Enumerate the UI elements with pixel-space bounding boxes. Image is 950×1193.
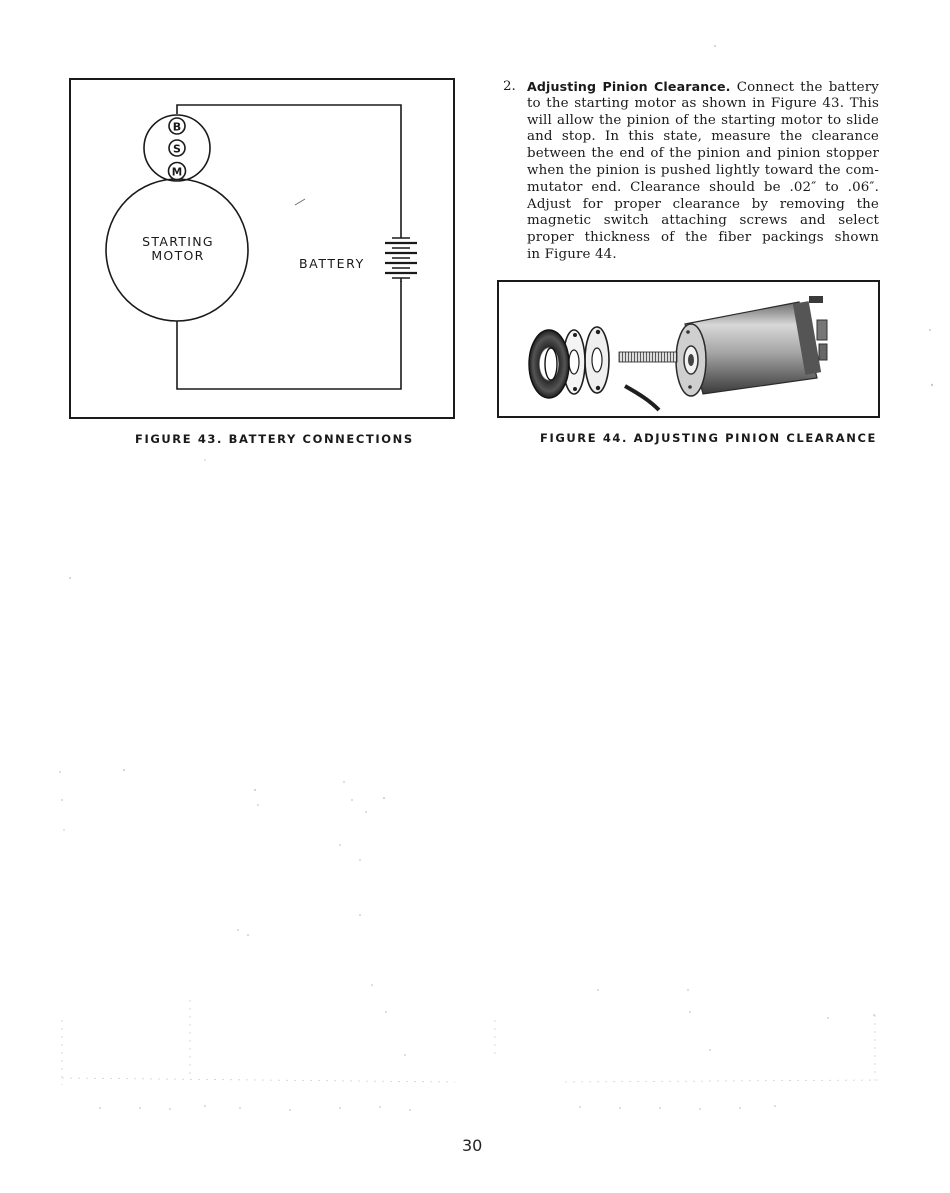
plunger-rod xyxy=(619,352,677,362)
figure-44-caption: FIGURE 44. ADJUSTING PINION CLEARANCE xyxy=(540,431,877,445)
svg-text:M: M xyxy=(171,166,183,179)
terminal-b-icon xyxy=(169,118,185,134)
motor-label-line1: STARTING xyxy=(142,234,214,249)
battery-connections-diagram xyxy=(69,78,455,419)
paragraph-line: in Figure 44. xyxy=(527,246,617,262)
svg-text:B: B xyxy=(172,120,182,134)
paragraph-line: Adjusting Pinion Clearance. Connect the battery xyxy=(527,79,879,95)
terminal-m-icon xyxy=(169,163,186,180)
motor-label-line2: MOTOR xyxy=(151,248,205,263)
paragraph-line: proper thickness of the fiber packings shown xyxy=(527,230,879,246)
paragraph-line: will allow the pinion of the starting motor to slide xyxy=(527,112,879,128)
battery-label: BATTERY xyxy=(299,256,365,271)
instruction-paragraph xyxy=(527,79,879,264)
fiber-packings xyxy=(529,327,609,398)
figure-44-frame xyxy=(497,280,880,418)
solenoid-parts-photo xyxy=(499,282,878,416)
paragraph-line: to the starting motor as shown in Figure 43. This xyxy=(527,95,879,111)
page-number: 30 xyxy=(462,1136,483,1155)
negative-wire xyxy=(177,281,401,389)
terminal-s-icon xyxy=(169,140,185,156)
paragraph-line: Adjust for proper clearance by removing the xyxy=(527,196,879,212)
step-number: 2. xyxy=(503,79,516,94)
figure-43-caption: FIGURE 43. BATTERY CONNECTIONS xyxy=(135,432,414,446)
positive-wire xyxy=(177,105,401,234)
paragraph-line: and stop. In this state, measure the clearance xyxy=(527,129,879,145)
paragraph-line: mutator end. Clearance should be .02″ to .06″. xyxy=(527,179,879,195)
paragraph-line: when the pinion is pushed lightly toward the com- xyxy=(527,162,879,178)
solenoid-body xyxy=(676,296,827,396)
paragraph-line: magnetic switch attaching screws and select xyxy=(527,213,879,229)
svg-text:S: S xyxy=(173,142,181,156)
battery-icon xyxy=(385,234,417,282)
paragraph-line: between the end of the pinion and pinion stopper xyxy=(527,146,879,162)
paragraph-title: Adjusting Pinion Clearance. xyxy=(527,79,731,94)
